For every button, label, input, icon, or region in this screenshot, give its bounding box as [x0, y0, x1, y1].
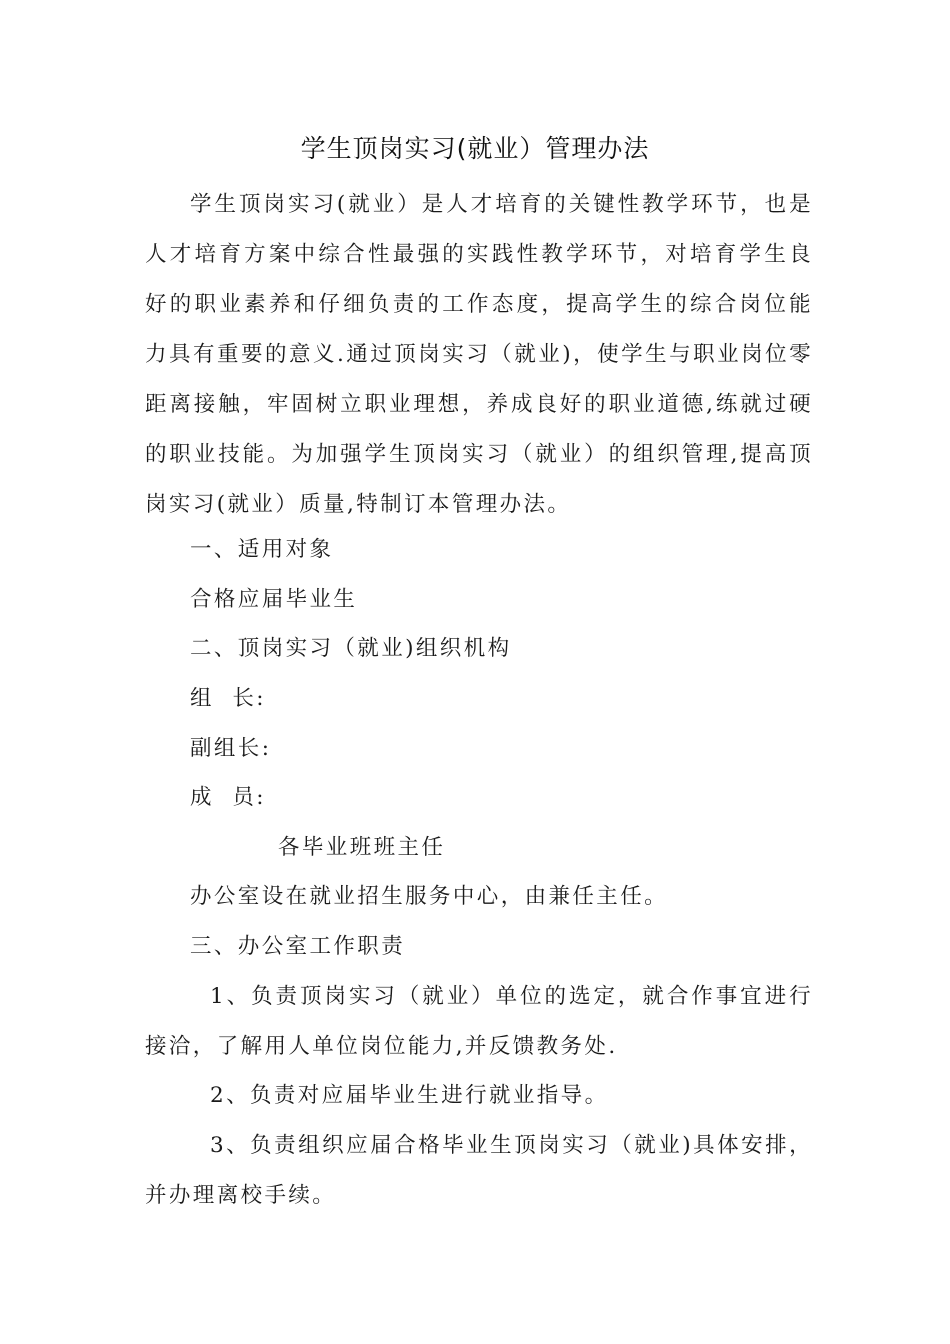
section1-body: 合格应届毕业生 [190, 587, 358, 612]
duty-item-2: 2、负责对应届毕业生进行就业指导。 [210, 1083, 609, 1108]
duty-item-3: 3、负责组织应届合格毕业生顶岗实习（就业)具体安排，并办理离校手续。 [145, 1133, 813, 1208]
deputy-label: 副组长: [190, 736, 272, 761]
leader-label: 组 长: [190, 686, 266, 711]
members-value: 各毕业班班主任 [278, 835, 446, 860]
duty-item-1: 1、负责顶岗实习（就业）单位的选定，就合作事宜进行接洽，了解用人单位岗位能力,并反馈教务处. [145, 984, 813, 1059]
office-note: 办公室设在就业招生服务中心，由兼任主任。 [190, 884, 669, 909]
section1-heading: 一、适用对象 [190, 537, 334, 562]
document-title: 学生顶岗实习(就业）管理办法 [300, 134, 650, 163]
section3-heading: 三、办公室工作职责 [190, 934, 406, 959]
intro-paragraph: 学生顶岗实习(就业）是人才培育的关键性教学环节，也是人才培育方案中综合性最强的实践性教学环节，对培育学生良好的职业素养和仔细负责的工作态度，提高学生的综合岗位能力具有重要的意义.通过顶岗实习（就业)，使学生与职业岗位零距离接触，牢固树立职业理想，养成良好的职业道德,练就过硬的职业技能。为加强学生顶岗实习（就业）的组织管理,提高顶岗实习(就业）质量,特制订本管理办法。 [145, 192, 813, 517]
members-label: 成 员: [190, 785, 266, 810]
section2-heading: 二、顶岗实习（就业)组织机构 [190, 636, 512, 661]
